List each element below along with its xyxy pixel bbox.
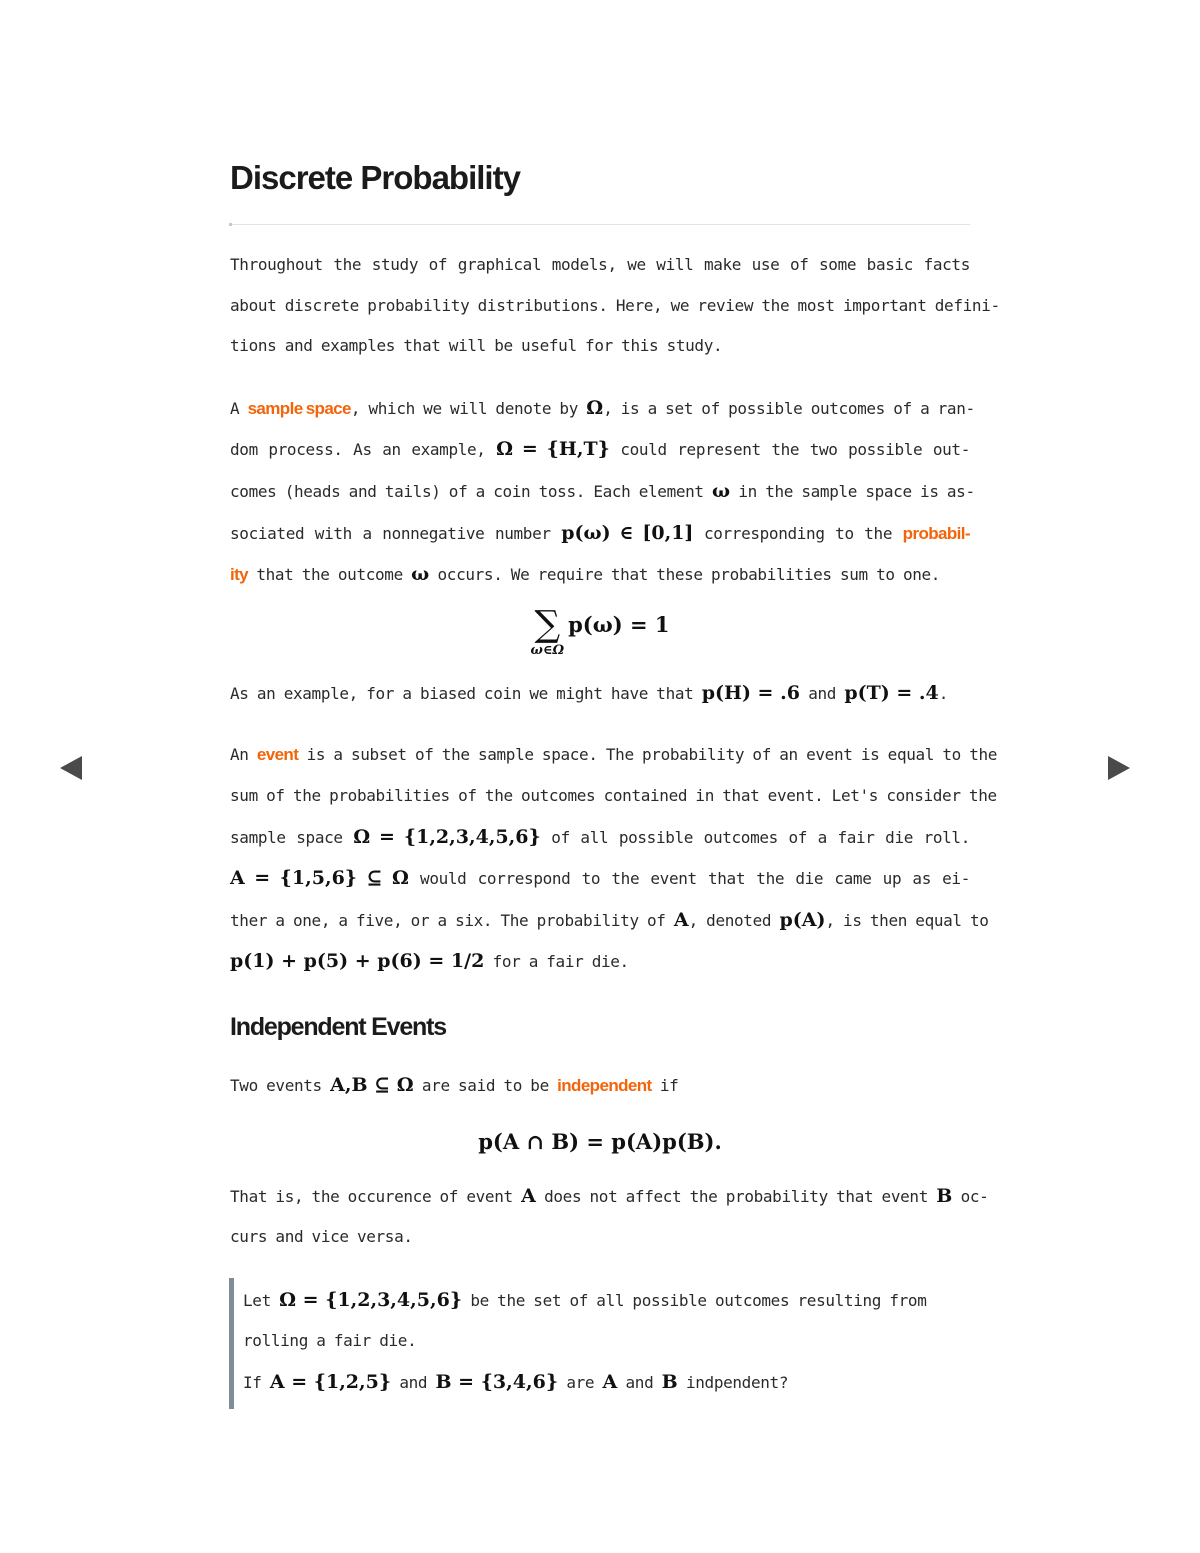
math-omega: Ω	[586, 396, 604, 419]
quote-paragraph	[243, 1278, 970, 1410]
event-line-1: An event is a subset of the sample space. The probability of an event is equal to the	[230, 745, 998, 765]
sample-line-3: comes (heads and tails) of a coin toss. Each element ω in the sample space is as-	[230, 479, 975, 502]
quote-line-2: rolling a fair die.	[243, 1331, 417, 1351]
math-A-2: A	[521, 1184, 536, 1207]
math-pH: p(H) = .6	[701, 681, 800, 704]
that-is-line-2: curs and vice versa.	[230, 1227, 413, 1247]
term-sample-space: sample space	[247, 398, 351, 418]
math-omega-small: ω	[712, 479, 731, 502]
math-A-set-2: A = {1,2,5}	[269, 1370, 392, 1393]
sample-line-5: ity that the outcome ω occurs. We require that these probabilities sum to one.	[230, 563, 941, 586]
intro-paragraph	[230, 245, 1000, 367]
event-line-2: sum of the probabilities of the outcomes contained in that event. Let's consider the	[230, 785, 997, 805]
event-line-4: A = {1,5,6} ⊆ Ω would correspond to the event that the die came up as ei-	[230, 867, 970, 890]
intro-line-3: tions and examples that will be useful for this study.	[230, 336, 723, 356]
document-page	[230, 150, 1000, 1409]
math-omega-ht: Ω = {H,T}	[496, 438, 610, 461]
intro-line-2: about discrete probability distributions. Here, we review the most important defini-	[230, 295, 1000, 315]
math-omega-die-2: Ω = {1,2,3,4,5,6}	[279, 1288, 463, 1311]
math-p-omega: p(ω) ∈ [0,1]	[561, 521, 694, 544]
event-line-5: ther a one, a five, or a six. The probability of A, denoted p(A), is then equal to	[230, 908, 989, 931]
event-paragraph	[230, 735, 998, 983]
math-omega-die: Ω = {1,2,3,4,5,6}	[353, 825, 541, 848]
sample-line-2: dom process. As an example, Ω = {H,T} could represent the two possible out-	[230, 438, 970, 461]
biased-line: As an example, for a biased coin we might have that p(H) = .6 and p(T) = .4.	[230, 681, 949, 704]
math-A-3: A	[602, 1370, 618, 1393]
sum-equation	[230, 603, 970, 658]
math-pT: p(T) = .4	[844, 681, 939, 704]
sample-line-4: sociated with a nonnegative number p(ω) ∈ [0,1] corresponding to the probabil-	[230, 521, 970, 544]
page-title: Discrete Probability	[230, 159, 520, 196]
example-blockquote	[229, 1278, 970, 1410]
term-probability-part2: ity	[230, 565, 249, 585]
math-p-sum: p(1) + p(5) + p(6) = 1/2	[230, 950, 485, 973]
independent-paragraph	[230, 1065, 970, 1107]
sum-body: p(ω) = 1	[568, 611, 670, 637]
independence-equation: p(A ∩ B) = p(A)p(B).	[478, 1128, 722, 1154]
title-divider	[230, 224, 970, 225]
math-pA: p(A)	[779, 908, 826, 931]
that-is-paragraph	[230, 1176, 989, 1258]
math-B-2: B	[661, 1370, 678, 1393]
intro-line-1: Throughout the study of graphical models, we will make use of some basic facts	[230, 255, 970, 274]
math-A-set: A = {1,5,6} ⊆ Ω	[230, 867, 409, 890]
event-line-6: p(1) + p(5) + p(6) = 1/2 for a fair die.	[230, 950, 629, 973]
independent-line: Two events A,B ⊆ Ω are said to be independent if	[230, 1073, 679, 1096]
math-B: B	[936, 1184, 953, 1207]
sample-line-1: A sample space, which we will denote by Ω, is a set of possible outcomes of a ran-	[230, 396, 975, 419]
math-AB-subset: A,B ⊆ Ω	[330, 1073, 414, 1096]
next-page-arrow-icon[interactable]	[1108, 756, 1130, 780]
previous-page-arrow-icon[interactable]	[60, 756, 82, 780]
term-probability-part1: probabil-	[902, 523, 970, 543]
that-is-line-1: That is, the occurence of event A does not affect the probability that event B oc-	[230, 1184, 989, 1207]
sum-sign: ∑	[534, 603, 561, 645]
section-heading-independent-events: Independent Events	[230, 1012, 446, 1041]
math-omega-small-2: ω	[411, 563, 430, 586]
sample-space-paragraph	[230, 388, 975, 596]
sum-subscript: ω∈Ω	[530, 642, 565, 658]
biased-coin-paragraph	[230, 673, 970, 715]
quote-line-3: If A = {1,2,5} and B = {3,4,6} are A and B indpendent?	[243, 1370, 789, 1393]
term-event: event	[256, 745, 299, 765]
math-A: A	[673, 908, 689, 931]
quote-line-1: Let Ω = {1,2,3,4,5,6} be the set of all possible outcomes resulting from	[243, 1288, 927, 1311]
math-B-set-2: B = {3,4,6}	[435, 1370, 559, 1393]
term-independent: independent	[557, 1075, 652, 1095]
event-line-3: sample space Ω = {1,2,3,4,5,6} of all possible outcomes of a fair die roll.	[230, 825, 970, 848]
